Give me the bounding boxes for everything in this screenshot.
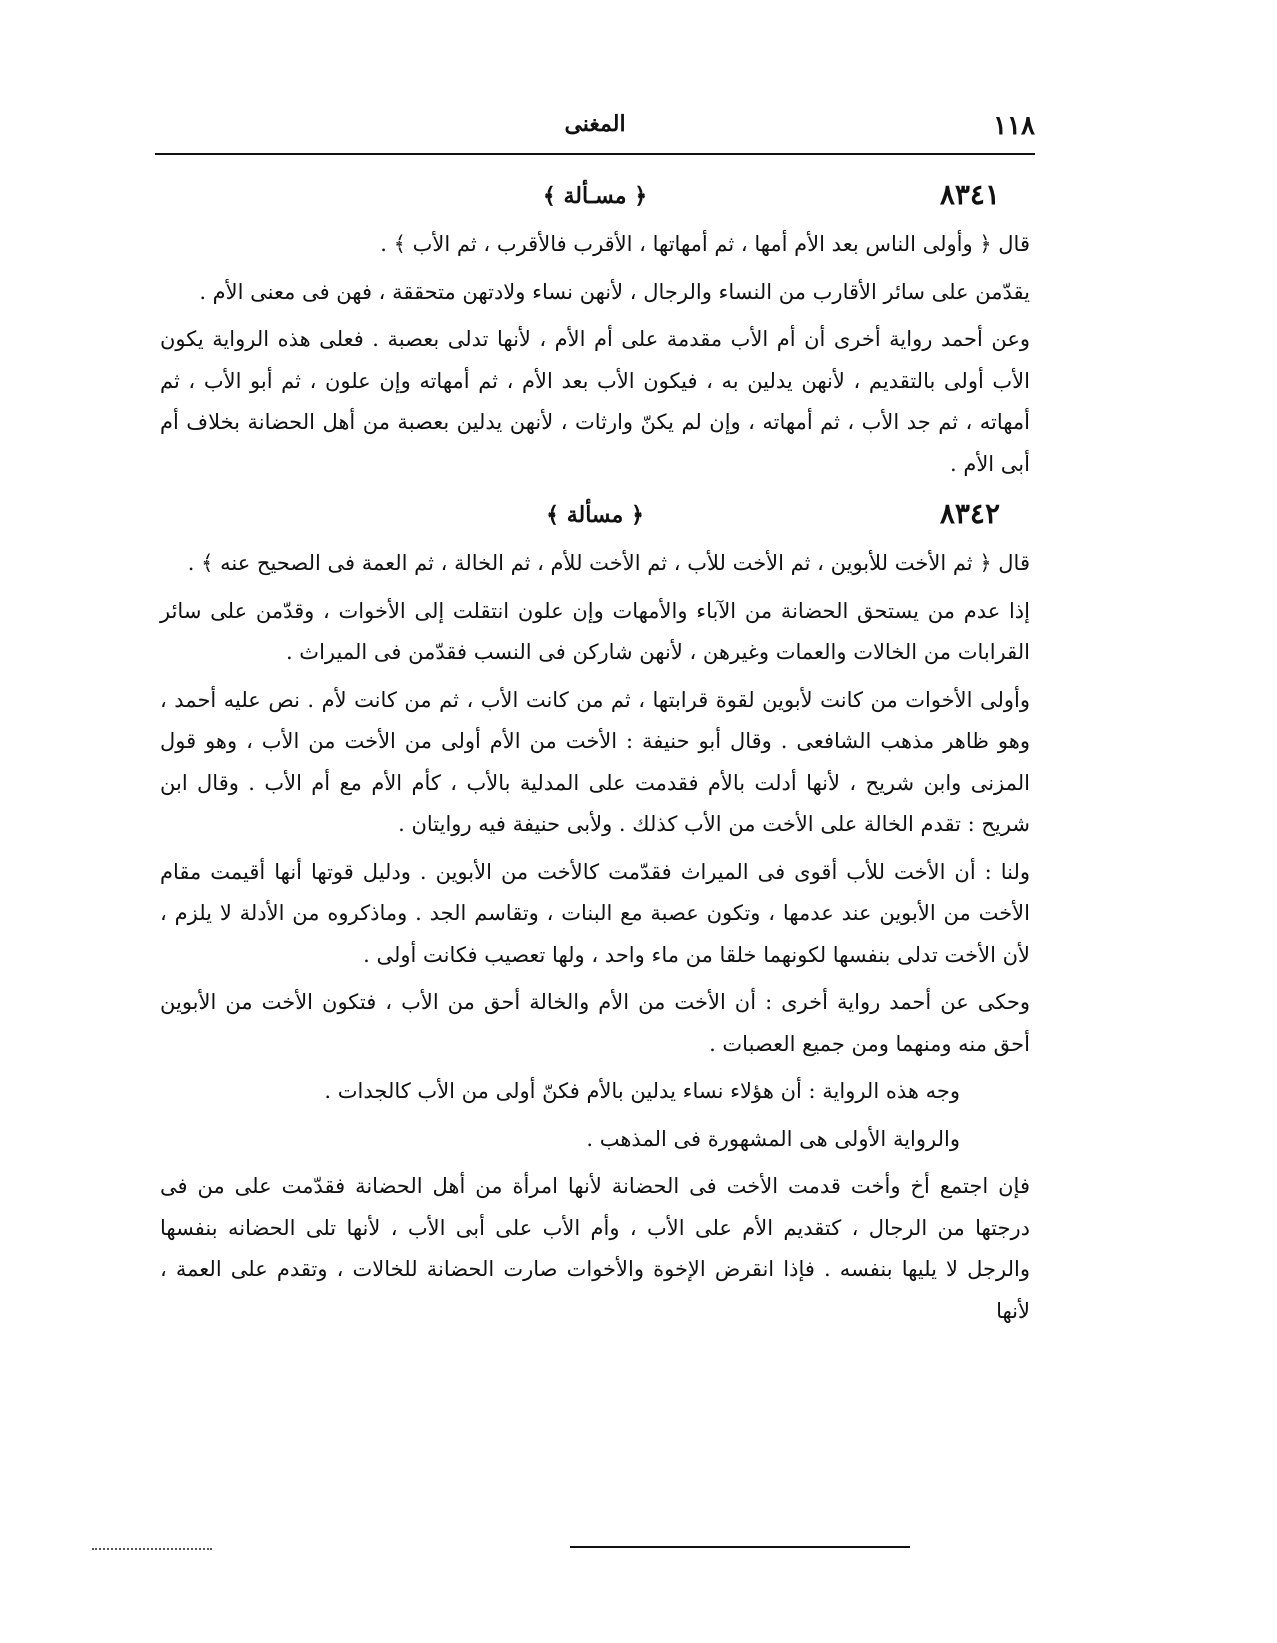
commentary-paragraph: وحكى عن أحمد رواية أخرى : أن الأخت من الأم والخالة أحق من الأب ، فتكون الأخت من الأبوين أحق منه ومنهما ومن جميع العصبات . (160, 990, 1030, 1056)
issue-number: ٨٣٤١ (939, 178, 1000, 211)
issue-statement: قال ﴿ ثم الأخت للأبوين ، ثم الأخت للأب ، ثم الأخت للأم ، ثم الخالة ، ثم العمة فى الصحيح عنه ﴾ . (187, 551, 1030, 575)
commentary-paragraph: ولنا : أن الأخت للأب أقوى فى الميراث فقدّمت كالأخت من الأبوين . ودليل قوتها أنها أقيمت مقام الأخت من الأبوين عند عدمها ، وتكون عصبة مع البنات ، وتقاسم الجد . وماذكروه من الأدلة لا يلزم ، لأن الأخت تدلى بنفسها لكونهما خلقا من ماء واحد ، ولها تعصيب فكانت أولى . (160, 859, 1030, 967)
issue-statement: قال ﴿ وأولى الناس بعد الأم أمها ، ثم أمهاتها ، الأقرب فالأقرب ، ثم الأب ﴾ . (380, 232, 1030, 256)
page-content (160, 172, 1030, 1572)
commentary-paragraph: يقدّمن على سائر الأقارب من النساء والرجال ، لأنهن نساء ولادتهن متحققة ، فهن فى معنى الأم . (199, 279, 1030, 304)
issue-title: ﴿ مسـألة ﴾ (542, 183, 648, 209)
running-title: المغنى (564, 111, 626, 137)
header-rule (155, 153, 1035, 155)
commentary-paragraph: فإن اجتمع أخ وأخت قدمت الأخت فى الحضانة لأنها امرأة من أهل الحضانة فقدّمت على من فى درجتها من الرجال ، كتقديم الأم على الأب ، وأم الأب على أبى الأب ، لأنها تلى الحضانه بنفسها والرجل لا يليها بنفسه . فإذا انقرض الإخوة والأخوات صارت الحضانة للخالات ، وتقدم على العمة ، لأنها (160, 1174, 1030, 1323)
commentary-paragraph: إذا عدم من يستحق الحضانة من الآباء والأمهات وإن علون انتقلت إلى الأخوات ، وقدّمن على سائر القرابات من الخالات والعمات وغيرهن ، لأنهن شاركن فى النسب فقدّمن فى الميراث . (160, 598, 1030, 664)
commentary-paragraph: وأولى الأخوات من كانت لأبوين لقوة قرابتها ، ثم من كانت الأب ، ثم من كانت لأم . نص عليه أحمد ، وهو ظاهر مذهب الشافعى . وقال أبو حنيفة : الأخت من الأم أولى من الأخت من الأب ، وهو قول المزنى وابن شريح ، لأنها أدلت بالأم فقدمت على المدلية بالأب ، كأم الأم مع أم الأب . وقال ابن شريح : تقدم الخالة على الأخت من الأب كذلك . ولأبى حنيفة فيه روايتان . (160, 687, 1030, 836)
indented-paragraph: والرواية الأولى هى المشهورة فى المذهب . (586, 1126, 960, 1151)
footer-rule (570, 1546, 910, 1548)
footer-mark (92, 1548, 212, 1550)
commentary-paragraph: وعن أحمد رواية أخرى أن أم الأب مقدمة على أم الأم ، لأنها تدلى بعصبة . فعلى هذه الرواية يكون الأب أولى بالتقديم ، لأنهن يدلين به ، فيكون الأب بعد الأم ، ثم أمهاته وإن علون ، ثم أبو الأب ، ثم أمهاته ، ثم جد الأب ، ثم أمهاته ، وإن لم يكنّ وارثات ، لأنهن يدلين بعصبة من أهل الحضانة بخلاف أم أبى الأم . (160, 327, 1030, 476)
issue-heading (160, 491, 1030, 543)
page-header (155, 105, 1035, 151)
indented-paragraph: وجه هذه الرواية : أن هؤلاء نساء يدلين بالأم فكنّ أولى من الأب كالجدات . (324, 1079, 960, 1103)
issue-number: ٨٣٤٢ (939, 497, 1000, 530)
page-number: ١١٨ (993, 111, 1035, 141)
issue-heading (160, 172, 1030, 224)
issue-title: ﴿ مسألة ﴾ (546, 502, 644, 528)
